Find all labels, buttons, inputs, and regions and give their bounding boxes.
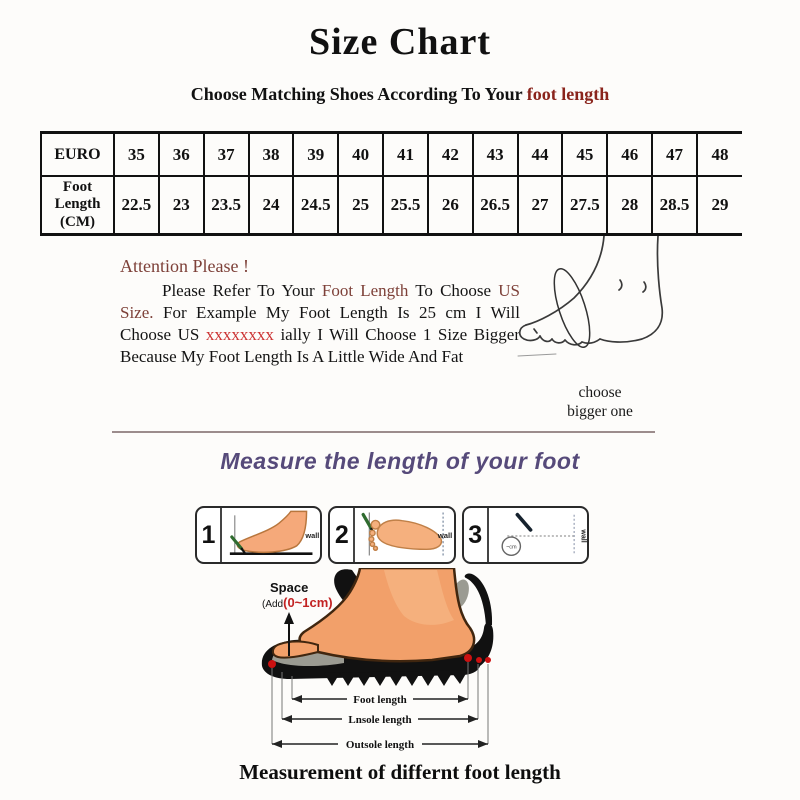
step-number: 3 <box>464 508 489 562</box>
heel-dot <box>464 654 472 662</box>
subtitle-prefix: Choose Matching Shoes According To Your <box>190 84 527 104</box>
foot-side-icon <box>237 511 306 552</box>
attention-segment: Please Refer To Your <box>162 281 322 300</box>
foot-length-cell: 22.5 <box>114 176 159 235</box>
step-3-illustration <box>489 508 587 562</box>
table-row-foot-length <box>41 176 742 235</box>
space-label: Space <box>270 580 309 595</box>
step-2-illustration <box>355 508 453 562</box>
foot-length-cell: 25.5 <box>383 176 428 235</box>
measure-step-2 <box>328 506 455 564</box>
pen-icon <box>364 515 372 529</box>
euro-size-cell: 38 <box>249 133 294 177</box>
subtitle <box>0 84 800 105</box>
euro-size-cell: 48 <box>697 133 742 177</box>
wall-label: wall <box>305 530 320 540</box>
euro-size-cell: 37 <box>204 133 249 177</box>
euro-size-cell: 41 <box>383 133 428 177</box>
cm-circle-label: ~cm <box>505 544 517 551</box>
foot-length-cell: 29 <box>697 176 742 235</box>
euro-size-cell: 39 <box>293 133 338 177</box>
step-1-illustration <box>222 508 320 562</box>
size-conversion-table <box>40 131 742 236</box>
euro-size-cell: 44 <box>518 133 563 177</box>
space-arrowhead <box>284 612 294 624</box>
heel-dot <box>476 657 482 663</box>
foot-length-row-label: Foot Length (CM) <box>41 176 114 235</box>
section-divider <box>112 431 655 433</box>
foot-length-cell: 24.5 <box>293 176 338 235</box>
attention-segment: ially I Will Choose 1 Size Bigger Because My Foot Length Is A Little Wide And Fat <box>120 325 521 366</box>
wall-label: wall <box>438 531 453 541</box>
space-note: (Add(0~1cm) <box>262 595 333 610</box>
euro-size-cell: 47 <box>652 133 697 177</box>
euro-size-cell: 43 <box>473 133 518 177</box>
table-row-euro <box>41 133 742 177</box>
measure-section-heading: Measure the length of your foot <box>220 448 580 474</box>
euro-size-cell: 36 <box>159 133 204 177</box>
sketch-caption-line1: choose <box>578 384 622 401</box>
foot-side-sketch-icon <box>516 236 691 386</box>
attention-heading: Attention Please ! <box>120 256 249 276</box>
measure-steps <box>195 506 589 564</box>
euro-size-cell: 35 <box>114 133 159 177</box>
attention-segment-redacted: xxxxxxxx <box>205 325 274 344</box>
heel-dot <box>485 657 491 663</box>
attention-block <box>120 256 520 368</box>
footprint-icon <box>369 520 441 550</box>
euro-row-label: EURO <box>41 133 114 177</box>
wall-label: wall <box>578 529 587 543</box>
toe-dot <box>268 660 276 668</box>
pen-icon <box>517 515 530 530</box>
euro-size-cell: 46 <box>607 133 652 177</box>
step-number: 1 <box>197 508 222 562</box>
sketch-caption <box>540 383 660 421</box>
measure-step-3 <box>462 506 589 564</box>
foot-length-cell: 28 <box>607 176 652 235</box>
euro-size-cell: 45 <box>562 133 607 177</box>
foot-length-cell: 28.5 <box>652 176 697 235</box>
foot-length-cell: 27 <box>518 176 563 235</box>
euro-size-cell: 40 <box>338 133 383 177</box>
measure-step-1 <box>195 506 322 564</box>
foot-length-label: Foot length <box>353 694 407 706</box>
attention-paragraph <box>120 280 520 368</box>
shoe-heel-counter <box>465 573 492 626</box>
insole-length-label: Lnsole length <box>348 714 412 726</box>
sketch-caption-line2: bigger one <box>567 403 633 420</box>
foot-length-cell: 23.5 <box>204 176 249 235</box>
foot-length-cell: 25 <box>338 176 383 235</box>
foot-length-cell: 26 <box>428 176 473 235</box>
footer-caption: Measurement of differnt foot length <box>239 760 561 784</box>
attention-segment-us-size: US Size. <box>120 281 520 322</box>
page-title: Size Chart <box>308 21 492 63</box>
foot-length-cell: 24 <box>249 176 294 235</box>
attention-segment-foot-length: Foot Length <box>321 281 409 300</box>
euro-size-cell: 42 <box>428 133 473 177</box>
outsole-length-label: Outsole length <box>345 739 415 751</box>
foot-length-cell: 27.5 <box>562 176 607 235</box>
attention-segment: For Example My Foot Length Is 25 cm I Will Choose US <box>120 303 520 344</box>
subtitle-highlight: foot length <box>526 84 610 104</box>
foot-measurement-diagram <box>232 568 577 760</box>
foot-length-cell: 26.5 <box>473 176 518 235</box>
attention-segment: To Choose <box>408 281 499 300</box>
step-number: 2 <box>330 508 355 562</box>
foot-length-cell: 23 <box>159 176 204 235</box>
